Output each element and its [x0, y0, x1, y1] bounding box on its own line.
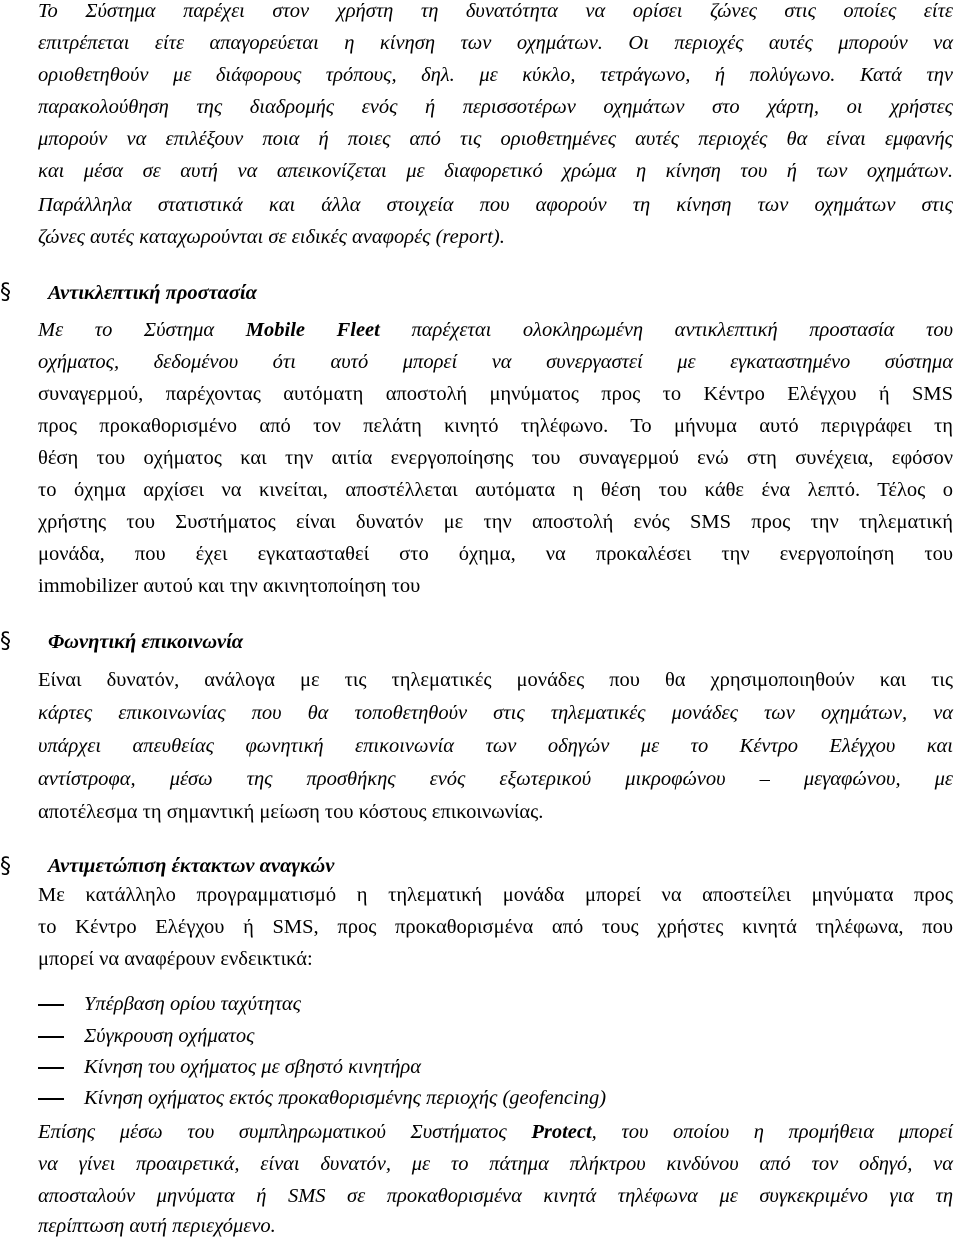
text-line: Το Σύστημα παρέχει στον χρήστη τη δυνατότητα να ορίσει ζώνες στις οποίες είτε [38, 0, 953, 22]
text-line: χρήστης του Συστήματος είναι δυνατόν με την αποστολή ενός SMS προς την τηλεματική [38, 511, 953, 533]
product-name: Protect [531, 1121, 592, 1143]
text-line: ζώνες αυτές καταχωρούνται σε ειδικές αναφορές (report). [38, 226, 505, 248]
text-line: υπάρχει απευθείας φωνητική επικοινωνία των οδηγών με το Κέντρο Ελέγχου και [38, 735, 953, 757]
text-line: μπορούν να επιλέξουν ποια ή ποιες από τις οριοθετημένες αυτές περιοχές θα είναι εμφανής [38, 128, 953, 150]
text-line: Είναι δυνατόν, ανάλογα με τις τηλεματικές μονάδες που θα χρησιμοποιηθούν και τις [38, 669, 953, 691]
dash-bullet-icon [38, 1036, 64, 1038]
section-bullet-icon: § [0, 854, 11, 879]
text-line: και μέσα σε αυτή να απεικονίζεται με διαφορετικό χρώμα η κίνηση του ή των οχημάτων. [38, 160, 953, 182]
text-line: κάρτες επικοινωνίας που θα τοποθετηθούν στις τηλεματικές μονάδες των οχημάτων, να [38, 702, 953, 724]
section-heading: Αντικλεπτική προστασία [48, 282, 257, 304]
text-line: θέση του οχήματος και την αιτία ενεργοποίησης του συναγερμού ενώ στη συνέχεια, εφόσον [38, 447, 953, 469]
text-line: μπορεί να αναφέρουν ενδεικτικά: [38, 948, 313, 970]
text-line: το Κέντρο Ελέγχου ή SMS, προς προκαθορισμένα από τους χρήστες κινητά τηλέφωνα, που [38, 916, 953, 938]
text-line: επιτρέπεται είτε απαγορεύεται η κίνηση των οχημάτων. Οι περιοχές αυτές μπορούν να [38, 32, 953, 54]
text-line: περίπτωση αυτή περιεχόμενο. [38, 1215, 276, 1237]
text-line: Παράλληλα στατιστικά και άλλα στοιχεία που αφορούν τη κίνηση των οχημάτων στις [38, 194, 953, 216]
text-line: Με το Σύστημα Mobile Fleet παρέχεται ολοκληρωμένη αντικλεπτική προστασία του [38, 319, 953, 341]
text-line: immobilizer αυτού και την ακινητοποίηση του [38, 575, 421, 597]
product-name: Mobile Fleet [245, 319, 380, 341]
list-item: Κίνηση του οχήματος με σβηστό κινητήρα [84, 1056, 421, 1078]
section-bullet-icon: § [0, 629, 11, 654]
section-heading: Αντιμετώπιση έκτακτων αναγκών [48, 855, 335, 877]
text-line: προς προκαθορισμένο από τον πελάτη κινητό τηλέφωνο. Το μήνυμα αυτό περιγράφει τη [38, 415, 953, 437]
dash-bullet-icon [38, 1098, 64, 1100]
dash-bullet-icon [38, 1004, 64, 1006]
text-line: συναγερμού, παρέχοντας αυτόματη αποστολή μηνύματος προς το Κέντρο Ελέγχου ή SMS [38, 383, 953, 405]
section-bullet-icon: § [0, 280, 11, 305]
text-line: αντίστροφα, μέσω της προσθήκης ενός εξωτερικού μικροφώνου – μεγαφώνου, με [38, 768, 953, 790]
dash-bullet-icon [38, 1067, 64, 1069]
section-heading: Φωνητική επικοινωνία [48, 631, 244, 653]
list-item: Σύγκρουση οχήματος [84, 1025, 255, 1047]
text-line: παρακολούθηση της διαδρομής ενός ή περισσοτέρων οχημάτων στο χάρτη, οι χρήστες [38, 96, 953, 118]
text-line: Επίσης μέσω του συμπληρωματικού Συστήματος Protect, του οποίου η προμήθεια μπορεί [38, 1121, 953, 1143]
text-line: οχήματος, δεδομένου ότι αυτό μπορεί να συνεργαστεί με εγκαταστημένο σύστημα [38, 351, 953, 373]
text-line: το όχημα αρχίσει να κινείται, αποστέλλεται αυτόματα η θέση του κάθε ένα λεπτό. Τέλος ο [38, 479, 953, 501]
list-item: Υπέρβαση ορίου ταχύτητας [84, 993, 301, 1015]
text-line: μονάδα, που έχει εγκατασταθεί στο όχημα, να προκαλέσει την ενεργοποίηση του [38, 543, 953, 565]
list-item: Κίνηση οχήματος εκτός προκαθορισμένης περιοχής (geofencing) [84, 1087, 607, 1109]
text-line: αποσταλούν μηνύματα ή SMS σε προκαθορισμένα κινητά τηλέφωνα με συγκεκριμένο για τη [38, 1185, 953, 1207]
text-line: να γίνει προαιρετικά, είναι δυνατόν, με το πάτημα πλήκτρου κινδύνου από τον οδηγό, να [38, 1153, 953, 1175]
text-line: αποτέλεσμα τη σημαντική μείωση του κόστους επικοινωνίας. [38, 801, 544, 823]
text-line: οριοθετηθούν με διάφορους τρόπους, δηλ. με κύκλο, τετράγωνο, ή πολύγωνο. Κατά την [38, 64, 953, 86]
text-line: Με κατάλληλο προγραμματισμό η τηλεματική μονάδα μπορεί να αποστείλει μηνύματα προς [38, 884, 953, 906]
